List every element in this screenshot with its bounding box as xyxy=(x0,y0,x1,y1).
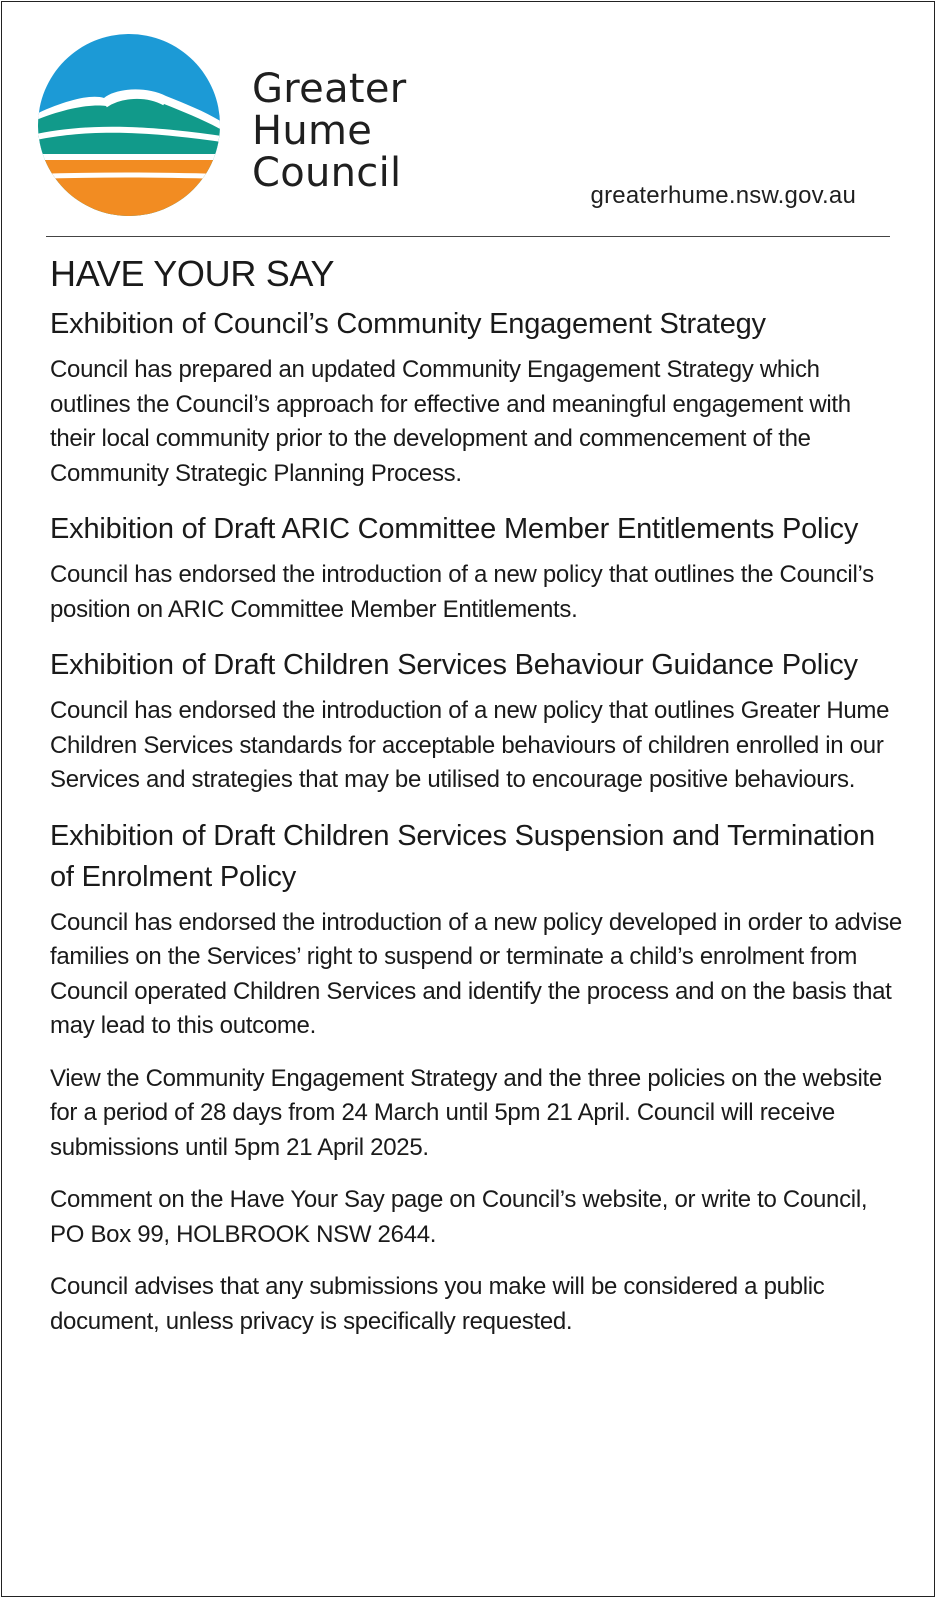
council-name-line3: Council xyxy=(252,150,402,196)
submission-instructions: Comment on the Have Your Say page on Council’s website, or write to Council, PO Box 99, HOLBROOK NSW 2644. xyxy=(50,1186,868,1248)
section-title: Exhibition of Draft Children Services Behaviour Guidance Policy xyxy=(50,649,858,681)
section-body: Council has endorsed the introduction of a new policy that outlines Greater Hume Children Services standards for acceptable behaviours of children enrolled in our Services and strategies that may be utilised to encourage positive behaviours. xyxy=(50,697,890,793)
section-body: Council has endorsed the introduction of a new policy developed in order to advise families on the Services’ right to suspend or terminate a child’s enrolment from Council operated Children Services and identify the process and on the basis that may lead to this outcome. xyxy=(50,908,902,1039)
section-body: Council has endorsed the introduction of a new policy that outlines the Council’s position on ARIC Committee Member Entitlements. xyxy=(50,561,874,623)
page-title: HAVE YOUR SAY xyxy=(50,253,335,294)
section-body: Council has prepared an updated Community Engagement Strategy which outlines the Council’s approach for effective and meaningful engagement with their local community prior to the development and commencement of the Community Strategic Planning Process. xyxy=(50,356,851,487)
privacy-notice: Council advises that any submissions you make will be considered a public document, unless privacy is specifically requested. xyxy=(50,1273,825,1335)
advertisement xyxy=(1,1,935,1597)
section-title: Exhibition of Draft ARIC Committee Member Entitlements Policy xyxy=(50,513,859,545)
section-title: Exhibition of Council’s Community Engagement Strategy xyxy=(50,308,766,340)
exhibition-period: View the Community Engagement Strategy and the three policies on the website for a period of 28 days from 24 March until 5pm 21 April. Council will receive submissions until 5pm 21 April 2025. xyxy=(50,1064,882,1161)
council-name xyxy=(252,68,407,194)
council-name-line2: Hume xyxy=(252,108,373,154)
header-divider xyxy=(46,236,890,237)
council-name-line1: Greater xyxy=(252,66,407,112)
notice-body xyxy=(50,252,902,1357)
council-logo-icon xyxy=(36,32,222,218)
section-title: Exhibition of Draft Children Services Suspension and Termination of Enrolment Policy xyxy=(50,819,875,893)
website-url: greaterhume.nsw.gov.au xyxy=(590,182,856,209)
